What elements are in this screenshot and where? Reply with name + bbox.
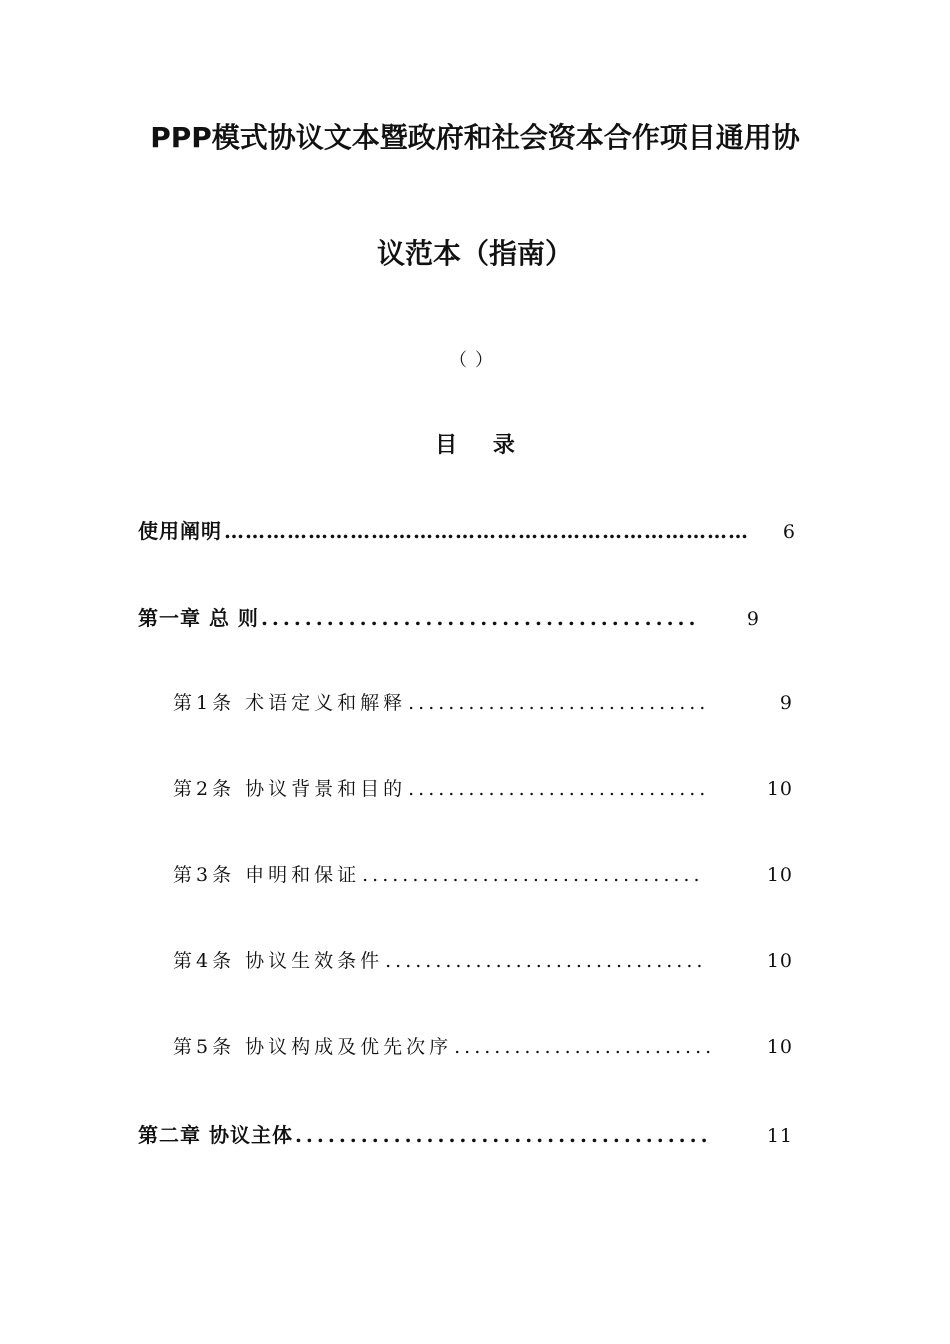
toc-entry-label: 第5条 协议构成及优先次序 bbox=[173, 1036, 453, 1058]
toc-dot-leader: .............................. bbox=[408, 778, 710, 800]
toc-page-number: 10 bbox=[766, 864, 793, 886]
toc-entry-usage-notes[interactable] bbox=[138, 515, 796, 544]
toc-page-number: 10 bbox=[766, 1036, 793, 1058]
toc-entry-article-3[interactable] bbox=[173, 860, 793, 887]
toc-entry-article-1[interactable] bbox=[173, 688, 793, 715]
toc-entry-label: 使用阐明 bbox=[138, 519, 222, 543]
toc-dot-leader: .............................. bbox=[408, 692, 710, 714]
toc-page-number: 9 bbox=[746, 608, 760, 630]
toc-entry-label: 第二章 协议主体 bbox=[138, 1123, 293, 1147]
toc-page-number: 10 bbox=[766, 950, 793, 972]
toc-entry-chapter-2[interactable] bbox=[138, 1119, 793, 1148]
toc-entry-label: 第4条 协议生效条件 bbox=[173, 950, 384, 972]
toc-dot-leader: ………………………………………………………………… bbox=[224, 519, 749, 543]
document-title-line-2: 议范本（指南） bbox=[376, 237, 573, 270]
toc-heading: 目 录 bbox=[435, 433, 529, 458]
toc-dot-leader: ................................ bbox=[385, 950, 707, 972]
toc-entry-label: 第一章 总 则 bbox=[138, 606, 259, 630]
toc-entry-article-2[interactable] bbox=[173, 774, 793, 801]
toc-dot-leader: .................................. bbox=[362, 864, 704, 886]
toc-page-number: 9 bbox=[779, 692, 793, 714]
toc-dot-leader: ...................................... bbox=[294, 1123, 712, 1147]
document-title-line-1: PPP模式协议文本暨政府和社会资本合作项目通用协 bbox=[150, 121, 800, 154]
toc-entry-article-4[interactable] bbox=[173, 946, 793, 973]
toc-entry-label: 第2条 协议背景和目的 bbox=[173, 778, 407, 800]
toc-page-number: 10 bbox=[766, 778, 793, 800]
toc-entry-label: 第1条 术语定义和解释 bbox=[173, 692, 407, 714]
toc-page-number: 6 bbox=[782, 521, 796, 543]
toc-entry-chapter-1[interactable] bbox=[138, 602, 760, 631]
toc-entry-article-5[interactable] bbox=[173, 1032, 793, 1059]
toc-dot-leader: .......................... bbox=[454, 1036, 716, 1058]
document-subtitle: （） bbox=[449, 350, 501, 371]
toc-entry-label: 第3条 申明和保证 bbox=[173, 864, 361, 886]
toc-dot-leader: ........................................ bbox=[260, 606, 700, 630]
toc-page-number: 11 bbox=[766, 1125, 793, 1147]
